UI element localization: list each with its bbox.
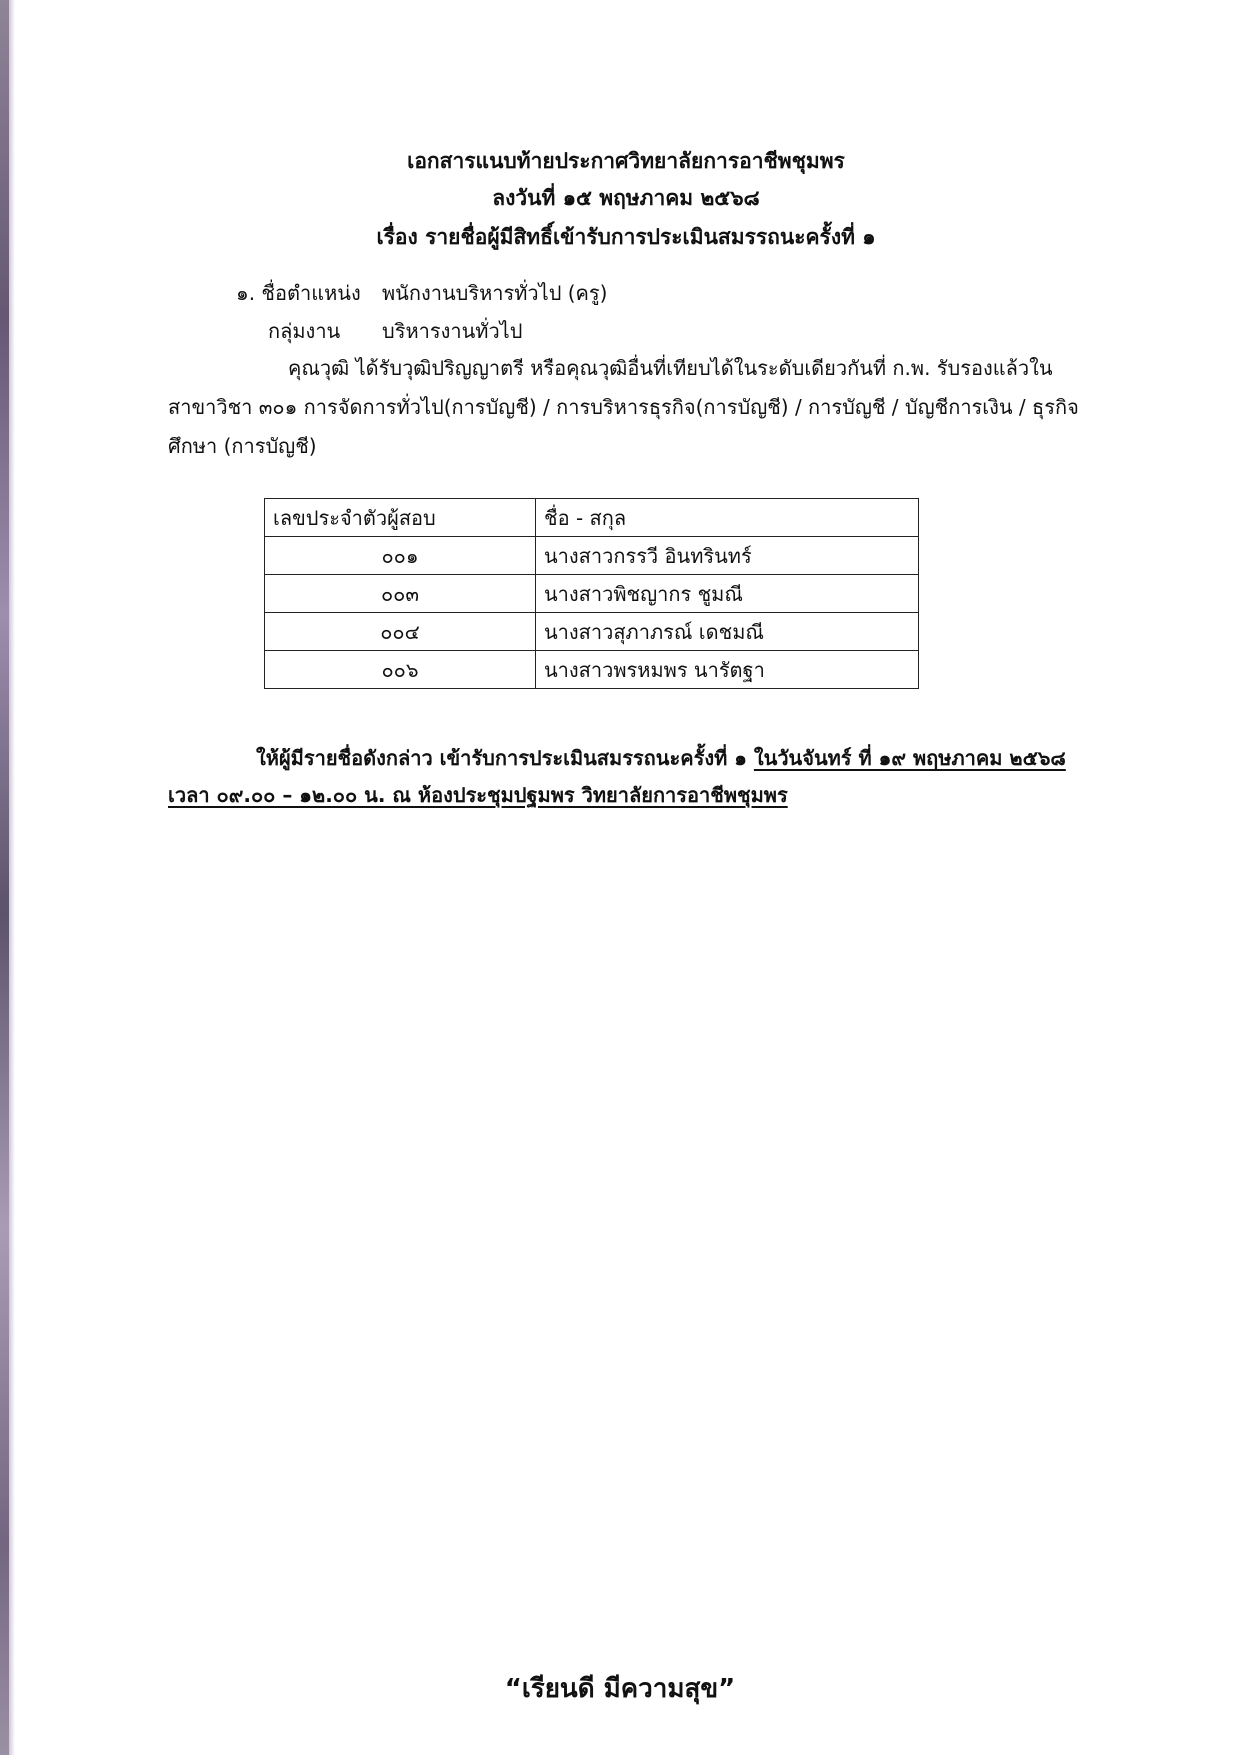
qualification-line-3: ศึกษา (การบัญชี) — [168, 434, 317, 458]
position-value: พนักงานบริหารทั่วไป (ครู) — [382, 281, 608, 305]
header-candidate-id: เลขประจำตัวผู้สอบ — [265, 499, 536, 537]
table-header-row — [265, 499, 919, 537]
notice-line-1 — [256, 743, 1066, 773]
candidate-id: ๐๐๖ — [265, 651, 536, 689]
doc-subject: เรื่อง รายชื่อผู้มีสิทธิ์เข้ารับการประเมินสมรรถนะครั้งที่ ๑ — [376, 225, 876, 249]
group-row — [268, 316, 522, 346]
candidate-name: นางสาวสุภาภรณ์ เดชมณี — [536, 613, 919, 651]
group-label: กลุ่มงาน — [268, 319, 341, 343]
table-row — [265, 575, 919, 613]
candidate-id: ๐๐๔ — [265, 613, 536, 651]
candidate-id: ๐๐๓ — [265, 575, 536, 613]
header-full-name: ชื่อ - สกุล — [536, 499, 919, 537]
qualification-line-1: คุณวุฒิ ได้รับวุฒิปริญญาตรี หรือคุณวุฒิอื่นที่เทียบได้ในระดับเดียวกันที่ ก.พ. รับรองแล้วใน — [288, 356, 1053, 380]
candidate-name: นางสาวพรหมพร นารัตฐา — [536, 651, 919, 689]
candidate-name: นางสาวกรรวี อินทรินทร์ — [536, 537, 919, 575]
footer-motto: “เรียนดี มีความสุข” — [504, 1674, 736, 1704]
doc-title: เอกสารแนบท้ายประกาศวิทยาลัยการอาชีพชุมพร — [407, 149, 845, 173]
position-label: ๑. ชื่อตำแหน่ง — [236, 281, 361, 305]
notice-line-2 — [168, 780, 788, 810]
table-row — [265, 537, 919, 575]
doc-date: ลงวันที่ ๑๕ พฤษภาคม ๒๕๖๘ — [492, 186, 760, 210]
candidate-name: นางสาวพิชญากร ชูมณี — [536, 575, 919, 613]
scan-edge-shadow — [0, 0, 9, 1755]
table-row — [265, 651, 919, 689]
notice-text: ให้ผู้มีรายชื่อดังกล่าว เข้ารับการประเมินสมรรถนะครั้งที่ ๑ — [256, 746, 754, 770]
candidate-id: ๐๐๑ — [265, 537, 536, 575]
candidate-table — [264, 498, 919, 689]
qualification-line-2: สาขาวิชา ๓๐๑ การจัดการทั่วไป(การบัญชี) / การบริหารธุรกิจ(การบัญชี) / การบัญชี / บัญชีการเงิน / ธุรกิจ — [168, 395, 1079, 419]
scan-edge-glow — [9, 0, 15, 1755]
table-row — [265, 613, 919, 651]
position-row — [236, 278, 607, 308]
group-value: บริหารงานทั่วไป — [382, 319, 523, 343]
notice-time-place: เวลา ๐๙.๐๐ – ๑๒.๐๐ น. ณ ห้องประชุมปฐมพร วิทยาลัยการอาชีพชุมพร — [168, 783, 788, 807]
notice-date: ในวันจันทร์ ที่ ๑๙ พฤษภาคม ๒๕๖๘ — [753, 746, 1066, 770]
